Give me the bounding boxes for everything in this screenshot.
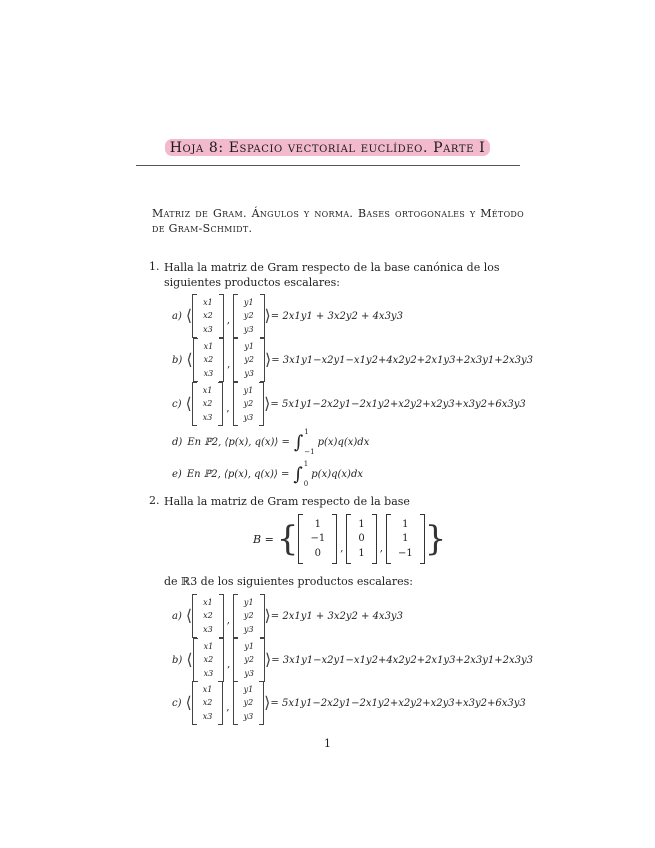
scalar-product-formula: = 2x1y1 + 3x2y2 + 4x3y3: [270, 310, 403, 322]
item-label: b): [172, 354, 183, 366]
basis-vector-2: 1 0 1: [346, 514, 376, 564]
exercise-2-number: 2.: [149, 494, 160, 507]
integral: ∫ 1 −1 p(x)q(x)dx: [293, 428, 370, 456]
vector-y: y1 y2 y3: [233, 382, 265, 426]
vector-x: x1 x2 x3: [193, 638, 225, 682]
vector-x: x1 x2 x3: [192, 681, 224, 725]
ex1-item-d: [172, 428, 369, 456]
ex1-item-c: c) ⟨ x1 x2 x3 , y1 y2 y3 ⟩ = 5x1y1−2x2y1−2x1y2+x2y2+x2y3+x3y2+6x3y3: [172, 382, 526, 426]
inner-product-text: En ℙ2, ⟨p(x), q(x)⟩ =: [186, 468, 290, 480]
ex2-item-a: a) ⟨ x1 x2 x3 , y1 y2 y3 ⟩ = 2x1y1 + 3x2y2 + 4x3y3: [172, 594, 403, 638]
item-label: c): [172, 697, 182, 709]
basis-label: B =: [253, 532, 274, 546]
scalar-product-formula: = 3x1y1−x2y1−x1y2+4x2y2+2x1y3+2x3y1+2x3y3: [271, 654, 533, 666]
scalar-product-formula: = 3x1y1−x2y1−x1y2+4x2y2+2x1y3+2x3y1+2x3y3: [271, 354, 533, 366]
page-number: 1: [324, 737, 331, 750]
vector-y: y1 y2 y3: [233, 681, 265, 725]
vector-y: y1 y2 y3: [233, 638, 265, 682]
exercise-1-text: Halla la matriz de Gram respecto de la base canónica de los siguientes productos escalares:: [164, 261, 500, 289]
vector-x: x1 x2 x3: [193, 338, 225, 382]
integral: ∫ 1 0 p(x)q(x)dx: [293, 460, 363, 488]
page-title: Hoja 8: Espacio vectorial euclídeo. Parte I: [165, 139, 490, 156]
vector-y: y1 y2 y3: [233, 294, 265, 338]
vector-x: x1 x2 x3: [192, 382, 224, 426]
item-label: b): [172, 654, 183, 666]
vector-y: y1 y2 y3: [233, 594, 265, 638]
title-rule: [136, 165, 520, 166]
ex2-item-b: b) ⟨ x1 x2 x3 , y1 y2 y3 ⟩ = 3x1y1−x2y1−x1y2+4x2y2+2x1y3+2x3y1+2x3y3: [172, 638, 533, 682]
vector-x: x1 x2 x3: [192, 294, 224, 338]
item-label: c): [172, 398, 182, 410]
section-subtitle: Matriz de Gram. Ángulos y norma. Bases ortogonales y Método de Gram-Schmidt.: [152, 207, 524, 235]
scalar-product-formula: = 5x1y1−2x2y1−2x1y2+x2y2+x2y3+x3y2+6x3y3: [270, 398, 526, 410]
vector-y: y1 y2 y3: [233, 338, 265, 382]
vector-x: x1 x2 x3: [192, 594, 224, 638]
basis-vector-3: 1 1 −1: [386, 514, 425, 564]
ex1-item-a: a) ⟨ x1 x2 x3 , y1 y2 y3 ⟩ = 2x1y1 + 3x2y2 + 4x3y3: [172, 294, 403, 338]
exercise-1-number: 1.: [149, 260, 160, 273]
ex1-item-e: [172, 460, 363, 488]
ex1-item-b: b) ⟨ x1 x2 x3 , y1 y2 y3 ⟩ = 3x1y1−x2y1−x1y2+4x2y2+2x1y3+2x3y1+2x3y3: [172, 338, 533, 382]
item-label: a): [172, 610, 182, 622]
item-label: a): [172, 310, 182, 322]
inner-product-text: En ℙ2, ⟨p(x), q(x)⟩ =: [187, 436, 290, 448]
scalar-product-formula: = 2x1y1 + 3x2y2 + 4x3y3: [270, 610, 403, 622]
ex2-item-c: c) ⟨ x1 x2 x3 , y1 y2 y3 ⟩ = 5x1y1−2x2y1−2x1y2+x2y2+x2y3+x3y2+6x3y3: [172, 681, 526, 725]
basis-vector-1: 1 −1 0: [298, 514, 337, 564]
item-label: d): [172, 436, 183, 448]
basis-B: B = { 1 −1 0 , 1 0 1 , 1 1 −1 }: [253, 514, 446, 564]
title-block: [0, 137, 655, 156]
scalar-product-formula: = 5x1y1−2x2y1−2x1y2+x2y2+x2y3+x3y2+6x3y3: [270, 697, 526, 709]
exercise-2-text: Halla la matriz de Gram respecto de la base: [164, 495, 410, 508]
item-label: e): [172, 468, 182, 480]
exercise-2-after-text: de ℝ3 de los siguientes productos escalares:: [164, 575, 413, 588]
